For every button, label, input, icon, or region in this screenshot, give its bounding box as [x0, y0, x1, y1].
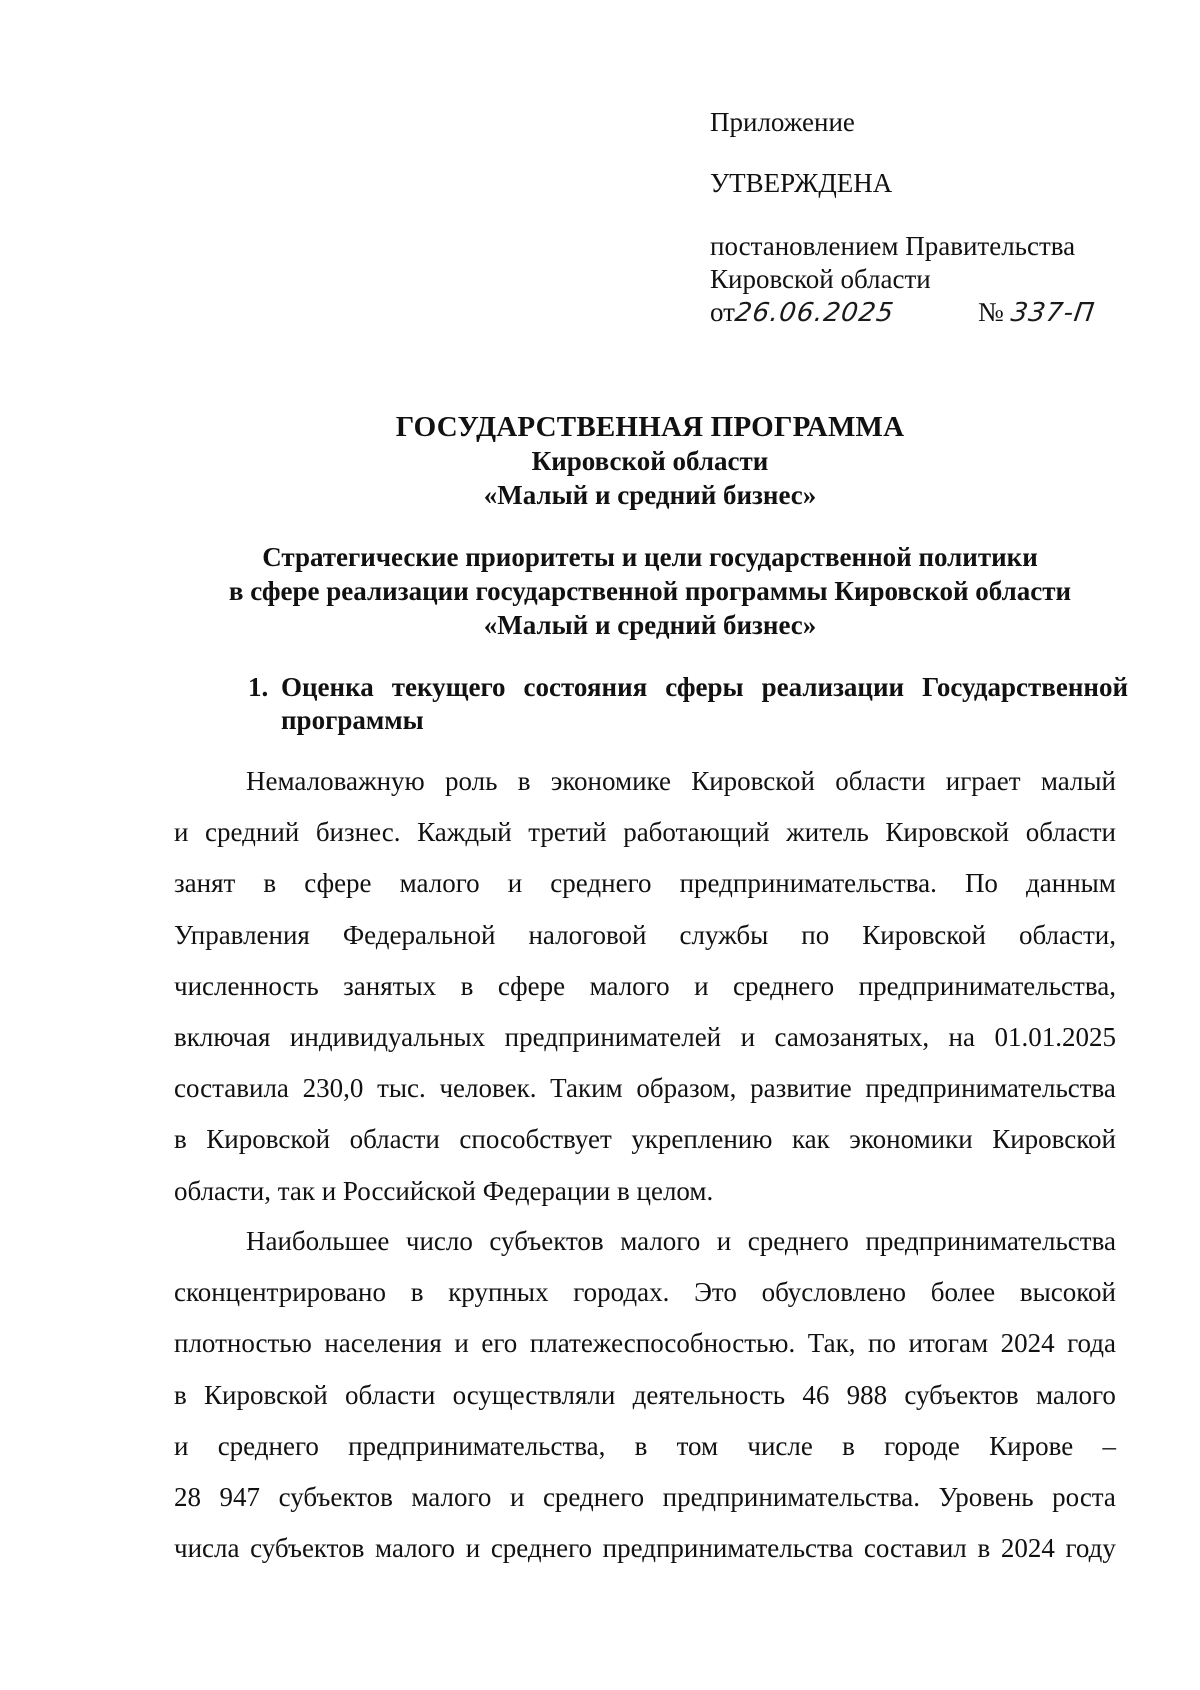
paragraph-line: Наибольшее число субъектов малого и среднего предпринимательства [246, 1226, 1116, 1256]
program-title-line-2: Кировской области [531, 446, 769, 476]
paragraph-line: 28 947 субъектов малого и среднего предпринимательства. Уровень роста [174, 1481, 1116, 1512]
priorities-subtitle [100, 540, 1200, 642]
handwritten-date: 26.06.2025 [732, 298, 897, 328]
handwritten-number: 337-П [1008, 298, 1097, 328]
number-label: № [978, 297, 1004, 327]
subtitle-line-3: «Малый и средний бизнес» [483, 610, 817, 640]
paragraph-line: в Кировской области осуществляли деятельность 46 988 субъектов малого [174, 1379, 1116, 1410]
paragraph-line: и среднего предпринимательства, в том числе в городе Кирове – [174, 1430, 1116, 1461]
paragraph-line: в Кировской области способствует укреплению как экономики Кировской [174, 1124, 1116, 1155]
section-heading-line-1: Оценка текущего состояния сферы реализации Государственной [281, 672, 1128, 702]
paragraph-line: занят в сфере малого и среднего предпринимательства. По данным [174, 868, 1116, 899]
approval-block [710, 106, 1170, 329]
from-label: от [710, 297, 735, 327]
section-heading-line-2: программы [281, 705, 424, 735]
paragraph-line: сконцентрировано в крупных городах. Это обусловлено более высокой [174, 1277, 1116, 1308]
appendix-label: Приложение [710, 107, 855, 137]
decree-date-number-row [710, 296, 1170, 329]
paragraph-line: Управления Федеральной налоговой службы по Кировской области, [174, 919, 1116, 950]
section-number: 1. [248, 672, 269, 702]
paragraph-line: численность занятых в сфере малого и среднего предпринимательства, [174, 970, 1116, 1001]
subtitle-line-1: Стратегические приоритеты и цели государственной политики [262, 542, 1038, 572]
decree-line-2: Кировской области [710, 264, 931, 294]
paragraph-line: и средний бизнес. Каждый третий работающий житель Кировской области [174, 817, 1116, 848]
paragraph-1 [174, 756, 1116, 1217]
paragraph-line: числа субъектов малого и среднего предпринимательства составил в 2024 году [174, 1533, 1116, 1564]
paragraph-line: составила 230,0 тыс. человек. Таким образом, развитие предпринимательства [174, 1073, 1116, 1104]
decree-line-1: постановлением Правительства [710, 231, 1076, 261]
program-title [100, 410, 1200, 512]
section-1-heading [248, 671, 1128, 737]
program-title-line-1: ГОСУДАРСТВЕННАЯ ПРОГРАММА [395, 411, 905, 443]
paragraph-line: плотностью населения и его платежеспособностью. Так, по итогам 2024 года [174, 1328, 1116, 1359]
paragraph-2 [174, 1216, 1116, 1574]
paragraph-line: включая индивидуальных предпринимателей и самозанятых, на 01.01.2025 [174, 1021, 1116, 1052]
subtitle-line-2: в сфере реализации государственной программы Кировской области [228, 576, 1072, 606]
paragraph-line: области, так и Российской Федерации в целом. [174, 1175, 714, 1206]
approved-label: УТВЕРЖДЕНА [710, 168, 893, 198]
paragraph-line: Немаловажную роль в экономике Кировской области играет малый [246, 766, 1116, 796]
program-title-line-3: «Малый и средний бизнес» [483, 480, 817, 510]
